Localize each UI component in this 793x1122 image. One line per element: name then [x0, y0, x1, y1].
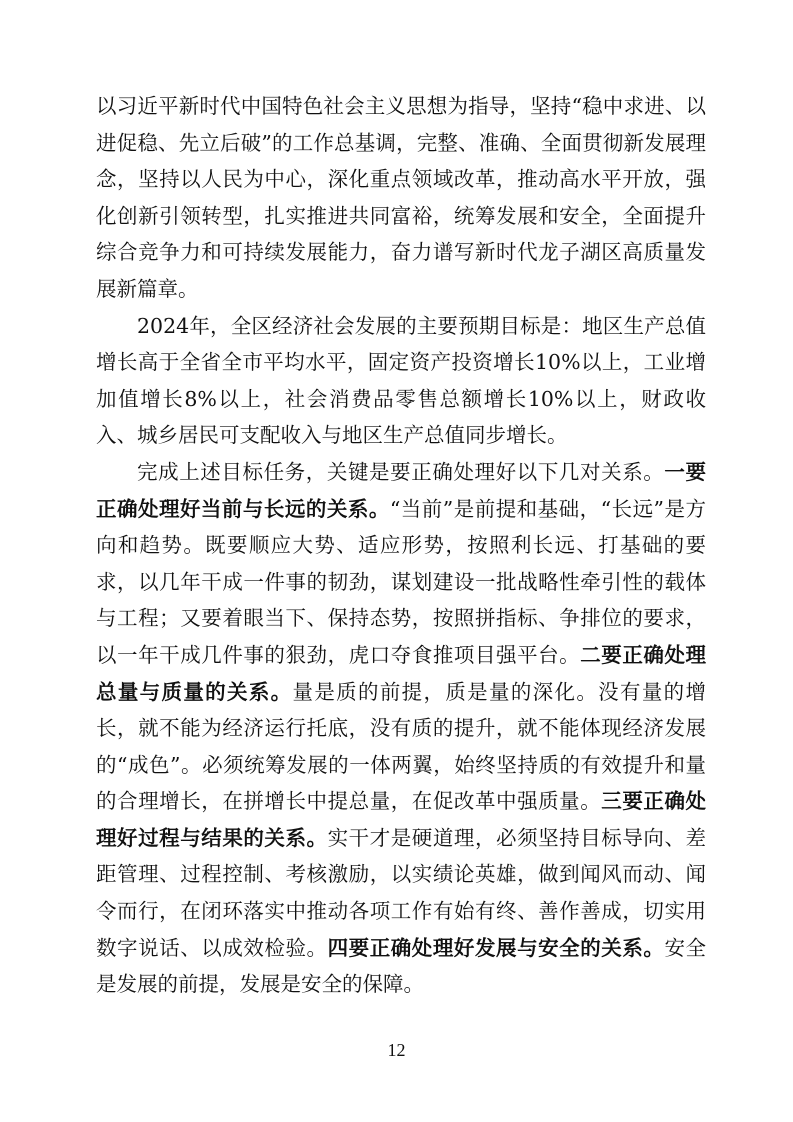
relation-text-1: “当前”是前提和基础，“长远”是方向和趋势。既要顺应大势、适应形势，按照利长远、打基础的要求，以几年干成一件事的韧劲，谋划建设一批战略性牵引性的载体与工程；又要着眼当下、保持态势，按照拼指标、争排位的要求，以一年干成几件事的狠劲，虎口夺食推项目强平台。: [96, 496, 707, 667]
relation-text-3: 实干才是硬道理，必须坚持目标导向、差距管理、过程控制、考核激励，以实绩论英雄，做到闻风而动、闻令而行，在闭环落实中推动各项工作有始有终、善作善成，切实用数字说话、以成效检验。: [96, 825, 707, 960]
paragraph-targets-2024: 2024年，全区经济社会发展的主要预期目标是：地区生产总值增长高于全省全市平均水平，固定资产投资增长10%以上，工业增加值增长8%以上，社会消费品零售总额增长10%以上，财政收入、城乡居民可支配收入与地区生产总值同步增长。: [96, 313, 706, 448]
relation-heading-3: 三要正确处理好过程与结果的关系。: [96, 789, 707, 850]
relation-heading-1: 一要正确处理好当前与长远的关系。: [96, 459, 707, 521]
relations-intro: 完成上述目标任务，关键是要正确处理好以下几对关系。: [137, 459, 665, 484]
relation-heading-4: 四要正确处理好发展与安全的关系。: [327, 935, 665, 960]
relation-heading-2: 二要正确处理总量与质量的关系。: [96, 642, 707, 704]
page-number: 12: [387, 1040, 406, 1060]
relation-text-2: 量是质的前提，质是量的深化。没有量的增长，就不能为经济运行托底，没有质的提升，就不能体现经济发展的“成色”。必须统筹发展的一体两翼，始终坚持质的有效提升和量的合理增长，在拼增长中提总量，在促改革中强质量。: [96, 679, 706, 814]
paragraph-guiding-ideology: 以习近平新时代中国特色社会主义思想为指导，坚持“稳中求进、以进促稳、先立后破”的工作总基调，完整、准确、全面贯彻新发展理念，坚持以人民为中心，深化重点领域改革，推动高水平开放，强化创新引领转型，扎实推进共同富裕，统筹发展和安全，全面提升综合竞争力和可持续发展能力，奋力谱写新时代龙子湖区高质量发展新篇章。: [96, 94, 706, 301]
relation-text-4: 安全是发展的前提，发展是安全的保障。: [96, 935, 707, 997]
body-text: [96, 88, 706, 1003]
paragraph-key-relations: [96, 454, 706, 1003]
